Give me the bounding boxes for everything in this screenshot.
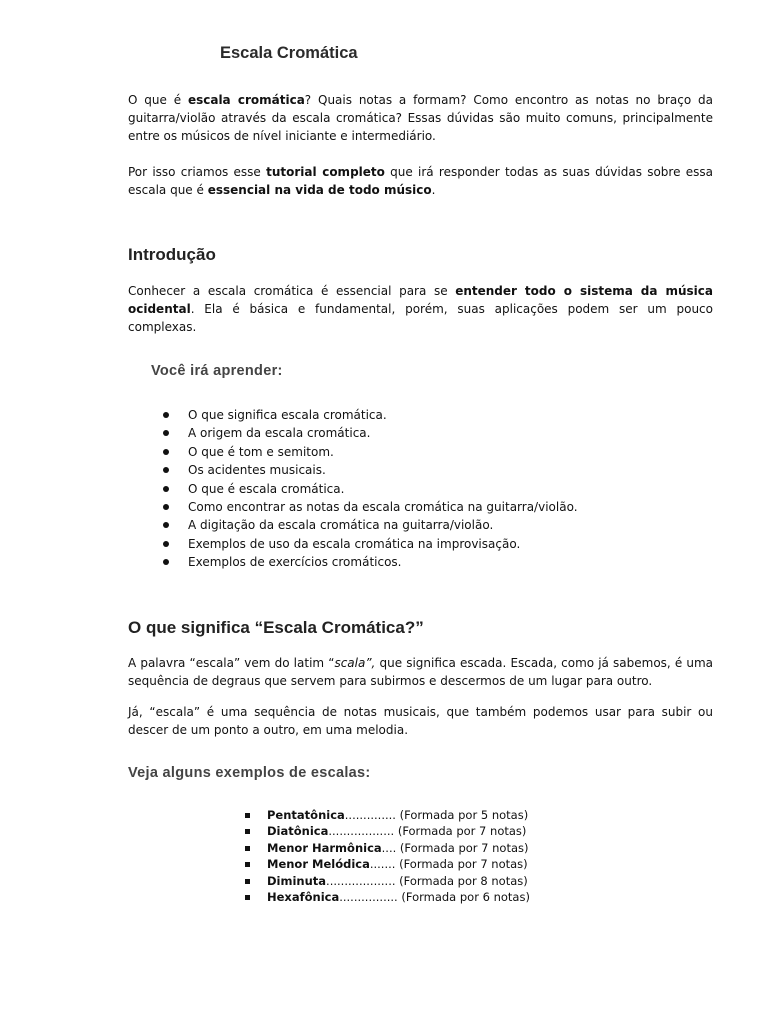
square-bullet-icon xyxy=(245,879,250,884)
bullet-icon xyxy=(163,541,169,547)
significado-paragraph-1: A palavra “escala” vem do latim “scala”, que significa escada. Escada, como já sabemos, é uma sequência de degraus que servem para subirmos e descermos de um lugar para outro. xyxy=(128,656,714,688)
list-item: Diminuta................... (Formada por 8 notas) xyxy=(244,873,530,889)
learning-list xyxy=(160,406,578,572)
list-item: A digitação da escala cromática na guitarra/violão. xyxy=(160,516,578,534)
list-item: Os acidentes musicais. xyxy=(160,461,578,479)
list-item: Menor Harmônica.... (Formada por 7 notas) xyxy=(244,840,530,856)
significado-paragraph-2: Já, “escala” é uma sequência de notas musicais, que também podemos usar para subir ou descer de um ponto a outro, em uma melodia. xyxy=(128,705,713,737)
bullet-icon xyxy=(163,504,169,510)
square-bullet-icon xyxy=(245,846,250,851)
list-item: Hexafônica................ (Formada por 6 notas) xyxy=(244,889,530,905)
list-item: Menor Melódica....... (Formada por 7 notas) xyxy=(244,856,530,872)
bullet-icon xyxy=(163,430,169,436)
list-item: O que é tom e semitom. xyxy=(160,443,578,461)
bullet-icon xyxy=(163,522,169,528)
square-bullet-icon xyxy=(245,862,250,867)
list-item: Exemplos de uso da escala cromática na improvisação. xyxy=(160,535,578,553)
intro-paragraph-1: O que é escala cromática? Quais notas a formam? Como encontro as notas no braço da guitarra/violão através da escala cromática? Essas dúvidas são muito comuns, principalmente entre os músicos de nível iniciante e intermediário. xyxy=(128,93,713,143)
bullet-icon xyxy=(163,412,169,418)
square-bullet-icon xyxy=(245,829,250,834)
page-title: Escala Cromática xyxy=(220,44,358,62)
square-bullet-icon xyxy=(245,895,250,900)
list-item: O que significa escala cromática. xyxy=(160,406,578,424)
list-item: Pentatônica.............. (Formada por 5 notas) xyxy=(244,807,530,823)
scales-list xyxy=(244,807,530,905)
introducao-paragraph: Conhecer a escala cromática é essencial para se entender todo o sistema da música ocidental. Ela é básica e fundamental, porém, suas aplicações podem ser um pouco complexas. xyxy=(128,284,713,334)
intro-paragraph-2: Por isso criamos esse tutorial completo que irá responder todas as suas dúvidas sobre essa escala que é essencial na vida de todo músico. xyxy=(128,165,713,197)
bullet-icon xyxy=(163,559,169,565)
list-item: Como encontrar as notas da escala cromática na guitarra/violão. xyxy=(160,498,578,516)
subheading-voce-ira-aprender: Você irá aprender: xyxy=(151,363,283,379)
subheading-exemplos-de-escalas: Veja alguns exemplos de escalas: xyxy=(128,765,371,781)
square-bullet-icon xyxy=(245,813,250,818)
bullet-icon xyxy=(163,449,169,455)
list-item: O que é escala cromática. xyxy=(160,480,578,498)
heading-significado: O que significa “Escala Cromática?” xyxy=(128,618,424,637)
bullet-icon xyxy=(163,486,169,492)
list-item: Diatônica.................. (Formada por 7 notas) xyxy=(244,823,530,839)
list-item: A origem da escala cromática. xyxy=(160,424,578,442)
bullet-icon xyxy=(163,467,169,473)
heading-introducao: Introdução xyxy=(128,245,216,264)
list-item: Exemplos de exercícios cromáticos. xyxy=(160,553,578,571)
